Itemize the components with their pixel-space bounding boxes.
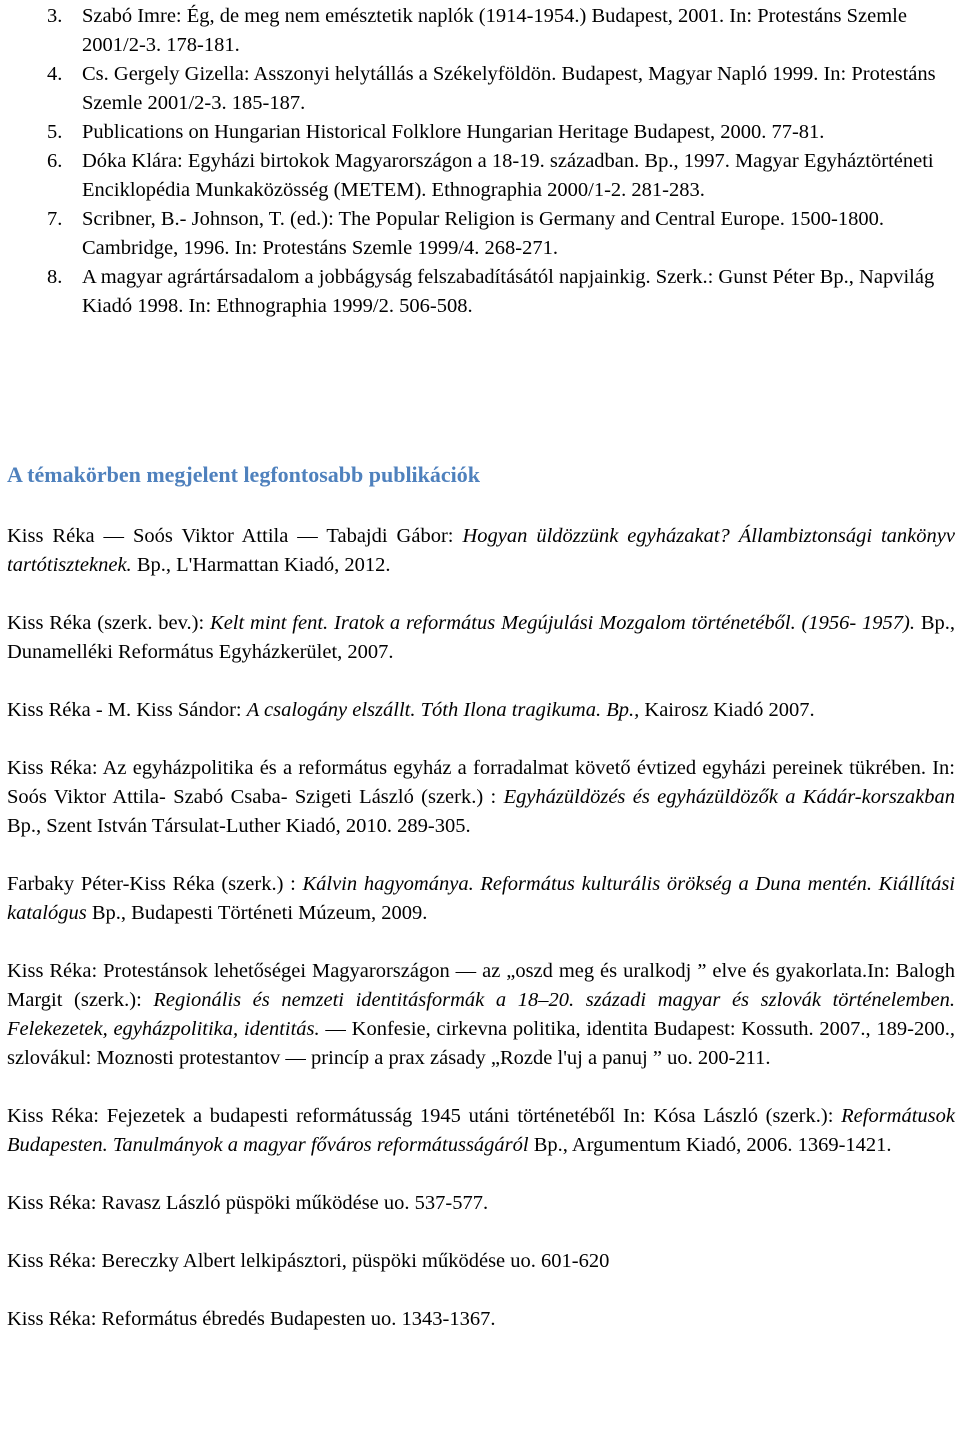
section-title: A témakörben megjelent legfontosabb publikációk	[7, 462, 481, 487]
reference-item	[0, 60, 960, 118]
reference-text: Scribner, B.- Johnson, T. (ed.): The Popular Religion is Germany and Central Europe. 1500-1800. Cambridge, 1996. In: Protestáns Szemle 1999/4. 268-271.	[82, 208, 884, 259]
reference-number: 4.	[47, 63, 63, 85]
publication-details: Kairosz Kiadó 2007.	[639, 699, 815, 721]
publication-text: Farbaky Péter-Kiss Réka (szerk.) :	[7, 873, 303, 895]
reference-number: 5.	[47, 121, 63, 143]
publication-details: Bp., Dunamelléki Református Egyházkerület, 2007.	[7, 612, 955, 663]
publication-entry	[7, 1102, 955, 1160]
publication-entry	[7, 1305, 955, 1334]
reference-item	[0, 118, 960, 147]
publication-text: Kiss Réka: Bereczky Albert lelkipásztori, püspöki működése uo. 601-620	[7, 1250, 610, 1272]
reference-item	[0, 2, 960, 60]
publication-text: Kiss Réka - M. Kiss Sándor:	[7, 699, 247, 721]
reference-text: Cs. Gergely Gizella: Asszonyi helytállás a Székelyföldön. Budapest, Magyar Napló 1999. In: Protestáns Szemle 2001/2-3. 185-187.	[82, 63, 936, 114]
publication-text: Kiss Réka: Református ébredés Budapesten uo. 1343-1367.	[7, 1308, 496, 1330]
publication-entry	[7, 870, 955, 928]
publication-details: — Konfesie, cirkevna politika, identita Budapest: Kossuth. 2007., 189-200., szlovákul: Moznosti protestantov — princíp a prax zásady „Rozde l'uj a panuj ” uo. 200-211.	[7, 1018, 955, 1069]
reference-number: 8.	[47, 266, 63, 288]
reference-item	[0, 263, 960, 321]
publication-entry	[7, 1247, 955, 1276]
publication-text: Kiss Réka: Protestánsok lehetőségei Magyarországon — az „oszd meg és uralkodj ” elve és gyakorlata.In: Balogh Margit (szerk.):	[7, 960, 955, 1011]
reference-list	[0, 2, 960, 321]
publication-entry	[7, 957, 955, 1073]
reference-number: 3.	[47, 5, 63, 27]
publication-title: Egyházüldözés és egyházüldözők a Kádár-korszakban	[503, 786, 955, 808]
publication-title: Regionális és nemzeti identitásformák a 18–20. századi magyar és szlovák történelemben. Felekezetek, egyházpolitika, identitás.	[7, 989, 955, 1040]
publication-entry	[7, 754, 955, 841]
reference-text: Publications on Hungarian Historical Folklore Hungarian Heritage Budapest, 2000. 77-81.	[82, 121, 825, 143]
reference-text: Dóka Klára: Egyházi birtokok Magyarországon a 18-19. században. Bp., 1997. Magyar Egyháztörténeti Enciklopédia Munkaközösség (METEM). Ethnographia 2000/1-2. 281-283.	[82, 150, 934, 201]
publication-title: Hogyan üldözzünk egyházakat? Állambiztonsági tankönyv tartótiszteknek.	[7, 525, 955, 576]
reference-number: 7.	[47, 208, 63, 230]
publication-title: A csalogány elszállt. Tóth Ilona tragikuma. Bp.,	[246, 699, 640, 721]
publication-entry	[7, 696, 955, 725]
publication-text: Kiss Réka: Az egyházpolitika és a református egyház a forradalmat követő évtized egyházi pereinek tükrében. In: Soós Viktor Attila- Szabó Csaba- Szigeti László (szerk.) :	[7, 757, 955, 808]
reference-text: Szabó Imre: Ég, de meg nem emésztetik naplók (1914-1954.) Budapest, 2001. In: Protestáns Szemle 2001/2-3. 178-181.	[82, 5, 907, 56]
publication-details: Bp., Argumentum Kiadó, 2006. 1369-1421.	[528, 1134, 892, 1156]
publication-list	[7, 522, 955, 1334]
reference-item	[0, 147, 960, 205]
publication-title: Kálvin hagyománya. Református kulturális örökség a Duna mentén. Kiállítási katalógus	[7, 873, 955, 924]
reference-item	[0, 205, 960, 263]
publication-title: Kelt mint fent. Iratok a református Megújulási Mozgalom történetéből. (1956- 1957).	[210, 612, 915, 634]
reference-number: 6.	[47, 150, 63, 172]
publication-entry	[7, 1189, 955, 1218]
publication-entry	[7, 609, 955, 667]
publication-title: Reformátusok Budapesten. Tanulmányok a magyar főváros reformátusságáról	[7, 1105, 955, 1156]
reference-text: A magyar agrártársadalom a jobbágyság felszabadításától napjainkig. Szerk.: Gunst Péter Bp., Napvilág Kiadó 1998. In: Ethnographia 1999/2. 506-508.	[82, 266, 935, 317]
publication-text: Kiss Réka (szerk. bev.):	[7, 612, 211, 634]
publication-text: Kiss Réka: Fejezetek a budapesti reformátusság 1945 utáni történetéből In: Kósa László (szerk.):	[7, 1105, 842, 1127]
publication-entry	[7, 522, 955, 580]
publication-details: Bp., Budapesti Történeti Múzeum, 2009.	[86, 902, 428, 924]
publication-text: Kiss Réka — Soós Viktor Attila — Tabajdi Gábor:	[7, 525, 463, 547]
publication-text: Kiss Réka: Ravasz László püspöki működése uo. 537-577.	[7, 1192, 489, 1214]
publication-details: Bp., Szent István Társulat-Luther Kiadó, 2010. 289-305.	[7, 815, 471, 837]
publication-details: Bp., L'Harmattan Kiadó, 2012.	[131, 554, 391, 576]
